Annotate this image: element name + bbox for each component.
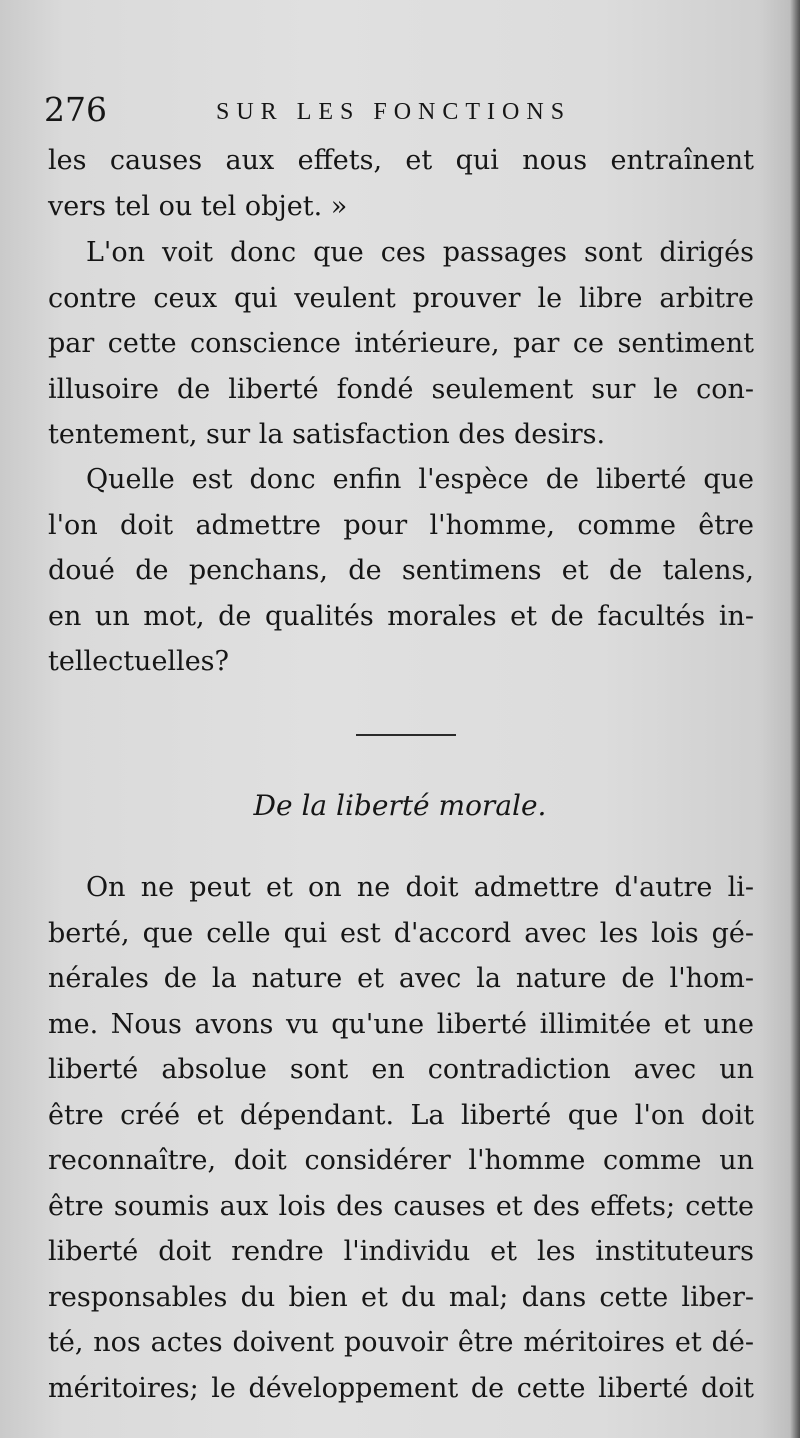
section-heading: De la liberté morale. bbox=[253, 789, 547, 822]
text-line: berté, que celle qui est d'accord avec les lois gé- bbox=[48, 917, 754, 949]
text-line: nérales de la nature et avec la nature de l'hom- bbox=[48, 963, 754, 994]
text-line: té, nos actes doivent pouvoir être méritoires et dé- bbox=[48, 1327, 754, 1358]
running-head: SUR LES FONCTIONS bbox=[216, 99, 572, 125]
text-line: reconnaître, doit considérer l'homme comme un bbox=[48, 1145, 754, 1176]
page-header bbox=[44, 88, 744, 138]
section-divider bbox=[356, 734, 456, 736]
text-line: méritoires; le développement de cette liberté doit bbox=[48, 1372, 754, 1404]
text-line: les causes aux effets, et qui nous entraînent bbox=[48, 145, 754, 176]
text-line: Quelle est donc enfin l'espèce de liberté que bbox=[86, 464, 754, 495]
text-line: être créé et dépendant. La liberté que l'on doit bbox=[48, 1099, 754, 1131]
text-line: être soumis aux lois des causes et des effets; cette bbox=[48, 1190, 754, 1222]
text-line: liberté absolue sont en contradiction avec un bbox=[48, 1054, 754, 1085]
text-line: L'on voit donc que ces passages sont dirigés bbox=[86, 237, 754, 268]
text-line: contre ceux qui veulent prouver le libre arbitre bbox=[48, 282, 754, 314]
paragraph bbox=[48, 457, 754, 685]
text-line: me. Nous avons vu qu'une liberté illimitée et une bbox=[48, 1008, 754, 1040]
text-line: illusoire de liberté fondé seulement sur le con- bbox=[48, 373, 754, 405]
text-line: par cette conscience intérieure, par ce sentiment bbox=[48, 328, 754, 359]
page-number: 276 bbox=[44, 90, 107, 129]
text-line: tellectuelles? bbox=[48, 646, 229, 677]
text-line: l'on doit admettre pour l'homme, comme être bbox=[48, 509, 754, 541]
paragraph-continuation bbox=[48, 138, 754, 229]
paragraph bbox=[48, 865, 754, 1411]
text-line: responsables du bien et du mal; dans cette liber- bbox=[48, 1281, 754, 1313]
text-line: en un mot, de qualités morales et de facultés in- bbox=[48, 600, 754, 632]
text-line: tentement, sur la satisfaction des desirs. bbox=[48, 419, 606, 450]
text-line: On ne peut et on ne doit admettre d'autre li- bbox=[86, 872, 754, 903]
text-line: liberté doit rendre l'individu et les instituteurs bbox=[48, 1236, 754, 1267]
paragraph bbox=[48, 230, 754, 458]
text-line: vers tel ou tel objet. » bbox=[48, 190, 348, 222]
page-edge-shadow bbox=[790, 0, 800, 1438]
text-line: doué de penchans, de sentimens et de talens, bbox=[48, 555, 754, 586]
